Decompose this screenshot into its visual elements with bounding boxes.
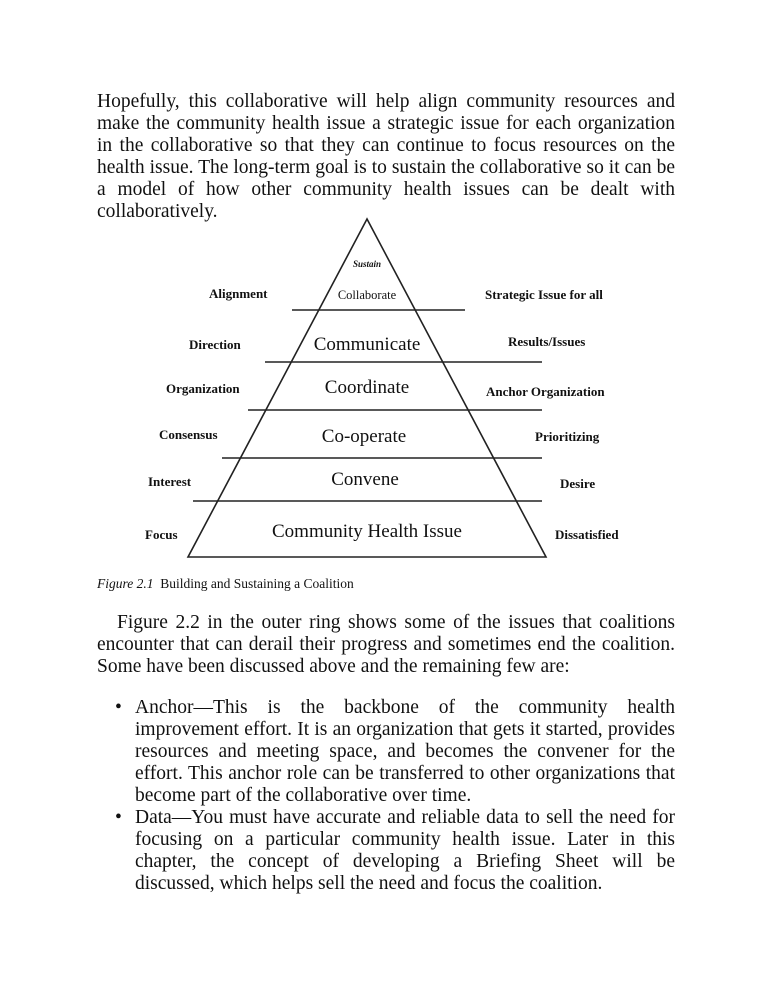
- level-center-label: Coordinate: [324, 377, 410, 398]
- list-item: [97, 807, 675, 895]
- level-right-label: Desire: [560, 476, 596, 491]
- bullet-list: [97, 697, 675, 895]
- level-left-label: Alignment: [209, 286, 268, 301]
- figure-caption: [97, 576, 354, 592]
- level-left-label: Focus: [145, 527, 178, 542]
- level-left-label: Interest: [148, 474, 192, 489]
- figure-title: Building and Sustaining a Coalition: [160, 576, 354, 591]
- level-right-label: Prioritizing: [535, 429, 600, 444]
- level-right-label: Anchor Organization: [486, 384, 605, 399]
- level-right-label: Dissatisfied: [555, 527, 619, 542]
- intro-paragraph: Hopefully, this collaborative will help align community resources and make the community health issue a strategic issue for each organization in the collaborative so that they can continue to focus resources on the health issue. The long-term goal is to sustain the collaborative so it can be a model of how other community health issues can be dealt with collaboratively.: [97, 91, 675, 222]
- level-left-label: Organization: [166, 381, 240, 396]
- level-left-label: Consensus: [159, 427, 218, 442]
- level-center-label: Convene: [331, 469, 399, 490]
- list-item-text: Anchor—This is the backbone of the community health improvement effort. It is an organization that gets it started, provides resources and meeting space, and becomes the convener for the effort. This anchor role can be transferred to other organizations that become part of the collaborative over time.: [135, 697, 675, 806]
- list-item-text: Data—You must have accurate and reliable data to sell the need for focusing on a particular community health issue. Later in this chapter, the concept of developing a Briefing Sheet will be discussed, which helps sell the need and focus the coalition.: [135, 807, 675, 894]
- apex-label: Sustain: [352, 259, 382, 269]
- level-right-label: Strategic Issue for all: [485, 287, 603, 302]
- level-center-label: Collaborate: [337, 288, 397, 302]
- bullet-icon: •: [115, 807, 122, 828]
- followup-paragraph: Figure 2.2 in the outer ring shows some of the issues that coalitions encounter that can derail their progress and sometimes end the coalition. Some have been discussed above and the remaining few are:: [97, 612, 675, 677]
- coalition-pyramid-diagram: [0, 205, 772, 565]
- level-center-label: Co-operate: [321, 426, 407, 447]
- level-center-label: Communicate: [313, 334, 421, 355]
- level-center-label: Community Health Issue: [272, 521, 462, 542]
- list-item: [97, 697, 675, 807]
- bullet-icon: •: [115, 697, 122, 718]
- level-left-label: Direction: [189, 337, 241, 352]
- figure-number: Figure 2.1: [97, 576, 154, 591]
- level-right-label: Results/Issues: [508, 334, 586, 349]
